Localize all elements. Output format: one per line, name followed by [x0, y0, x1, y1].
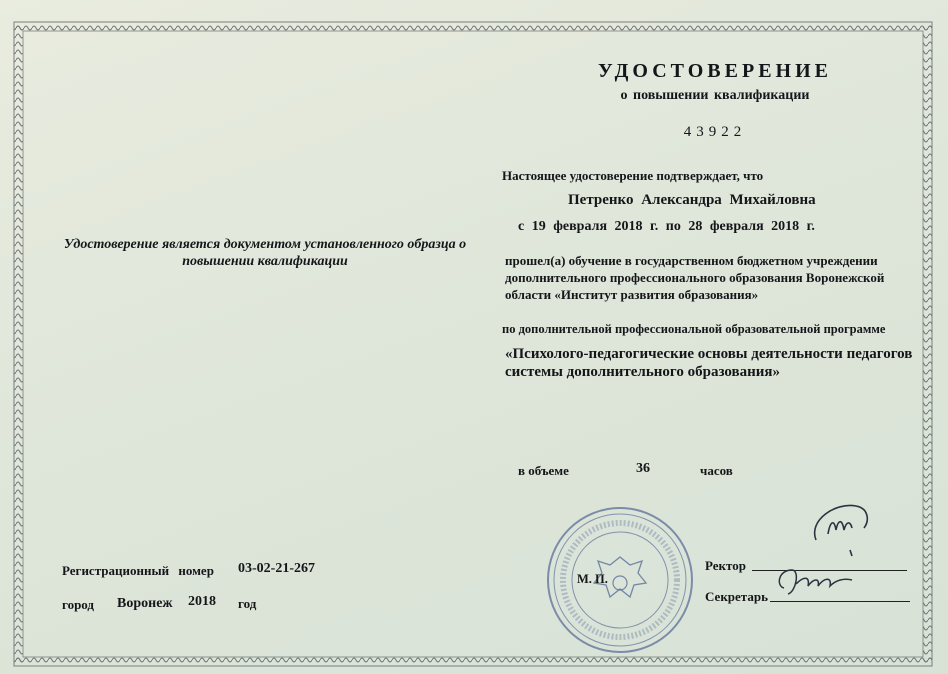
seal-place-label: М. П.: [577, 572, 608, 586]
registration-number: 03-02-21-267: [238, 561, 315, 576]
document-title: УДОСТОВЕРЕНИЕ: [598, 60, 832, 82]
program-intro: по дополнительной профессиональной образовательной программе: [502, 322, 886, 336]
confirmation-intro: Настоящее удостоверение подтверждает, что: [502, 168, 764, 183]
institution-text: прошел(а) обучение в государственном бюджетном учреждении дополнительного профессионального образования Воронежской области «Институт развития образования»: [505, 253, 885, 302]
certificate-number: 43922: [683, 124, 747, 140]
volume-unit: часов: [700, 463, 733, 478]
rector-signature-icon: [806, 500, 876, 560]
year-label: год: [238, 596, 257, 611]
volume-value: 36: [636, 461, 650, 476]
secretary-label: Секретарь: [705, 589, 768, 604]
city-label: город: [62, 597, 95, 612]
secretary-signature-icon: [770, 562, 860, 602]
document-subtitle: о повышении квалификации: [620, 88, 810, 103]
holder-name: Петренко Александра Михайловна: [568, 192, 816, 208]
city-value: Воронеж: [117, 596, 173, 611]
registration-label: Регистрационный номер: [62, 563, 214, 578]
rector-label: Ректор: [705, 558, 746, 573]
program-title: «Психолого-педагогические основы деятельности педагогов системы дополнительного образования»: [505, 346, 913, 380]
volume-label: в объеме: [518, 463, 569, 478]
year-value: 2018: [188, 594, 216, 609]
official-stamp-icon: [545, 505, 695, 655]
document-status-note: Удостоверение является документом установленного образца о повышении квалификации: [63, 237, 467, 269]
training-dates: с 19 февраля 2018 г. по 28 февраля 2018 г.: [518, 219, 815, 234]
